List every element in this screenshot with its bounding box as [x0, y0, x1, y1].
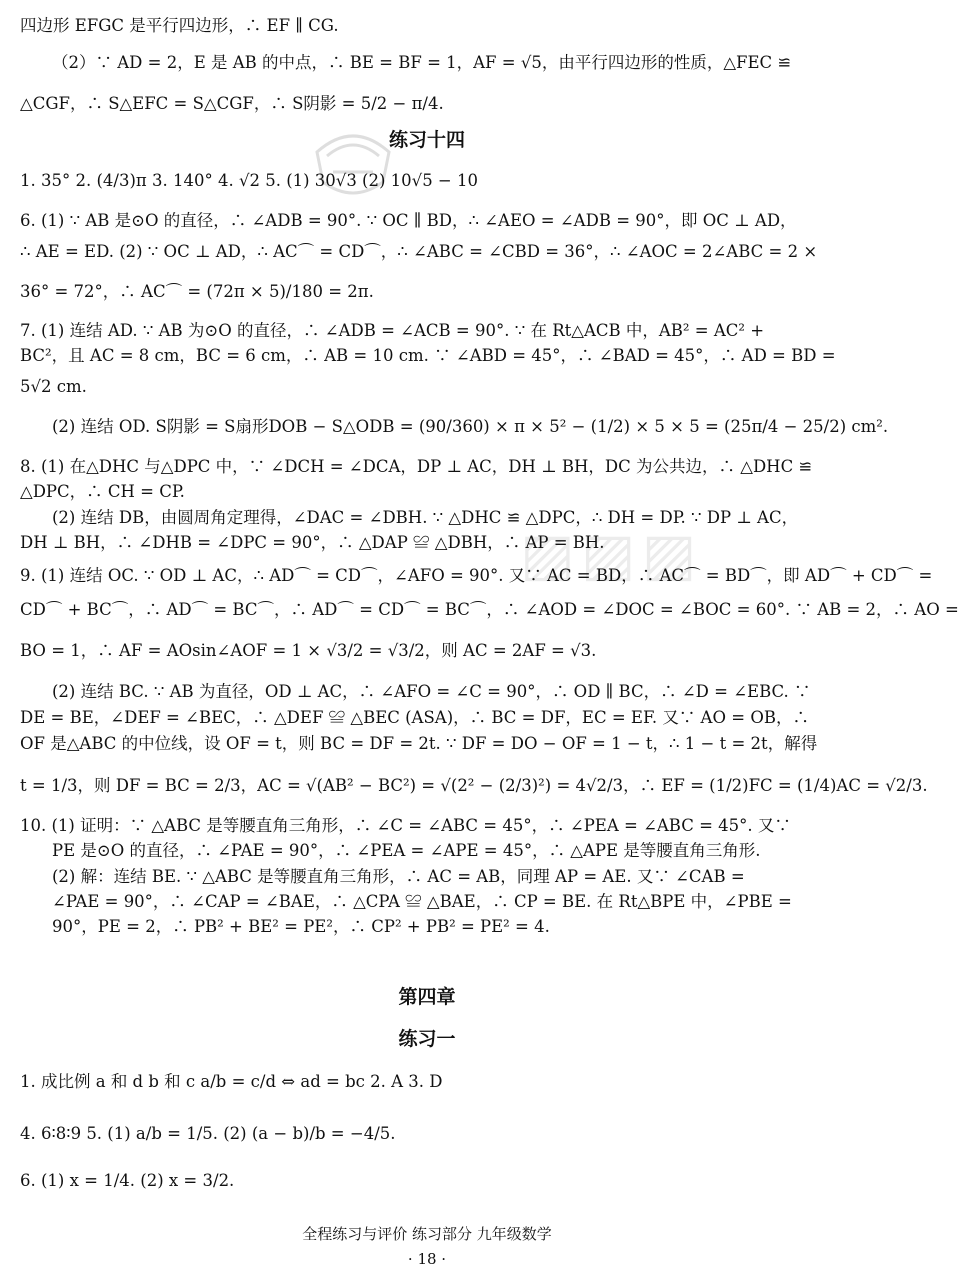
section-title: 练习十四	[388, 129, 465, 151]
text-line: △CGF，∴ S△EFC = S△CGF，∴ S阴影 = 5/2 − π/4.	[20, 94, 444, 113]
text-line: 四边形 EFGC 是平行四边形，∴ EF ∥ CG.	[20, 16, 339, 35]
footer: 全程练习与评价 练习部分 九年级数学	[302, 1225, 552, 1243]
answer-line: △DPC，∴ CH = CP.	[20, 482, 185, 501]
answer-line: 6. (1) x = 1/4. (2) x = 3/2.	[20, 1171, 235, 1190]
answer-line: DH ⊥ BH，∴ ∠DHB = ∠DPC = 90°，∴ △DAP ≌ △DBH，∴ AP = BH.	[20, 533, 605, 552]
answer-line: ∴ AE = ED. (2) ∵ OC ⊥ AD，∴ AC⌒ = CD⌒，∴ ∠ABC = ∠CBD = 36°，∴ ∠AOC = 2∠ABC = 2 ×	[20, 242, 818, 261]
answer-line: 90°，PE = 2，∴ PB² + BE² = PE²，∴ CP² + PB² = PE² = 4.	[52, 917, 550, 936]
answer-line: (2) 连结 DB，由圆周角定理得，∠DAC = ∠DBH. ∵ △DHC ≌ △DPC，∴ DH = DP. ∵ DP ⊥ AC，	[52, 508, 799, 527]
answer-line: PE 是⊙O 的直径，∴ ∠PAE = 90°，∴ ∠PEA = ∠APE = 45°，∴ △APE 是等腰直角三角形.	[52, 841, 761, 860]
answer-line: CD⌒ + BC⌒，∴ AD⌒ = BC⌒，∴ AD⌒ = CD⌒ = BC⌒，∴ ∠AOD = ∠DOC = ∠BOC = 60°. ∵ AB = 2，∴ AO =	[20, 600, 959, 619]
answer-line: BC²，且 AC = 8 cm，BC = 6 cm，∴ AB = 10 cm. ∵ ∠ABD = 45°，∴ ∠BAD = 45°，∴ AD = BD =	[20, 346, 836, 365]
answer-line: (2) 连结 OD. S阴影 = S扇形DOB − S△ODB = (90/360) × π × 5² − (1/2) × 5 × 5 = (25π/4 − 25/2) cm².	[52, 417, 889, 436]
watermark: ▨▨▨	[520, 520, 703, 588]
answer-line: 1. 成比例 a 和 d b 和 c a/b = c/d ⇔ ad = bc 2. A 3. D	[20, 1072, 443, 1091]
answer-line: 4. 6∶8∶9 5. (1) a/b = 1/5. (2) (a − b)/b = −4/5.	[20, 1124, 396, 1143]
answer-line: 9. (1) 连结 OC. ∵ OD ⊥ AC，∴ AD⌒ = CD⌒，∠AFO = 90°. 又∵ AC = BD，∴ AC⌒ = BD⌒，即 AD⌒ + CD⌒ =	[20, 566, 933, 585]
answer-line: 36° = 72°，∴ AC⌒ = (72π × 5)/180 = 2π.	[20, 282, 374, 301]
text-line: （2）∵ AD = 2，E 是 AB 的中点，∴ BE = BF = 1，AF = √5，由平行四边形的性质，△FEC ≌	[52, 53, 792, 72]
answer-line: (2) 解：连结 BE. ∵ △ABC 是等腰直角三角形，∴ AC = AB，同理 AP = AE. 又∵ ∠CAB =	[52, 867, 745, 886]
answer-line: OF 是△ABC 的中位线，设 OF = t，则 BC = DF = 2t. ∵ DF = DO − OF = 1 − t，∴ 1 − t = 2t，解得	[20, 734, 818, 753]
answer-line: 7. (1) 连结 AD. ∵ AB 为⊙O 的直径，∴ ∠ADB = ∠ACB = 90°. ∵ 在 Rt△ACB 中，AB² = AC² +	[20, 321, 765, 340]
answer-line: 10. (1) 证明：∵ △ABC 是等腰直角三角形，∴ ∠C = ∠ABC = 45°，∴ ∠PEA = ∠ABC = 45°. 又∵	[20, 816, 791, 835]
answer-line: BO = 1，∴ AF = AOsin∠AOF = 1 × √3/2 = √3/2，则 AC = 2AF = √3.	[20, 641, 597, 660]
answer-line: 6. (1) ∵ AB 是⊙O 的直径，∴ ∠ADB = 90°. ∵ OC ∥ BD，∴ ∠AEO = ∠ADB = 90°，即 OC ⊥ AD，	[20, 211, 797, 230]
answer-line: 1. 35° 2. (4/3)π 3. 140° 4. √2 5. (1) 30√3 (2) 10√5 − 10	[20, 171, 478, 190]
stamp-seal-icon	[305, 112, 401, 208]
answer-line: (2) 连结 BC. ∵ AB 为直径，OD ⊥ AC，∴ ∠AFO = ∠C = 90°，∴ OD ∥ BC，∴ ∠D = ∠EBC. ∵	[52, 682, 811, 701]
answer-line: t = 1/3，则 DF = BC = 2/3，AC = √(AB² − BC²) = √(2² − (2/3)²) = 4√2/3，∴ EF = (1/2)FC = (1/4)AC = √2/3.	[20, 776, 928, 795]
page-number: · 18 ·	[407, 1250, 447, 1268]
section-title: 练习一	[398, 1028, 456, 1050]
answer-line: 8. (1) 在△DHC 与△DPC 中，∵ ∠DCH = ∠DCA，DP ⊥ AC，DH ⊥ BH，DC 为公共边，∴ △DHC ≌	[20, 457, 813, 476]
answer-line: ∠PAE = 90°，∴ ∠CAP = ∠BAE，∴ △CPA ≌ △BAE，∴ CP = BE. 在 Rt△BPE 中，∠PBE =	[52, 892, 792, 911]
answer-line: DE = BE，∠DEF = ∠BEC，∴ △DEF ≌ △BEC (ASA)，∴ BC = DF，EC = EF. 又∵ AO = OB，∴	[20, 708, 809, 727]
chapter-title: 第四章	[398, 986, 456, 1008]
answer-line: 5√2 cm.	[20, 377, 87, 396]
